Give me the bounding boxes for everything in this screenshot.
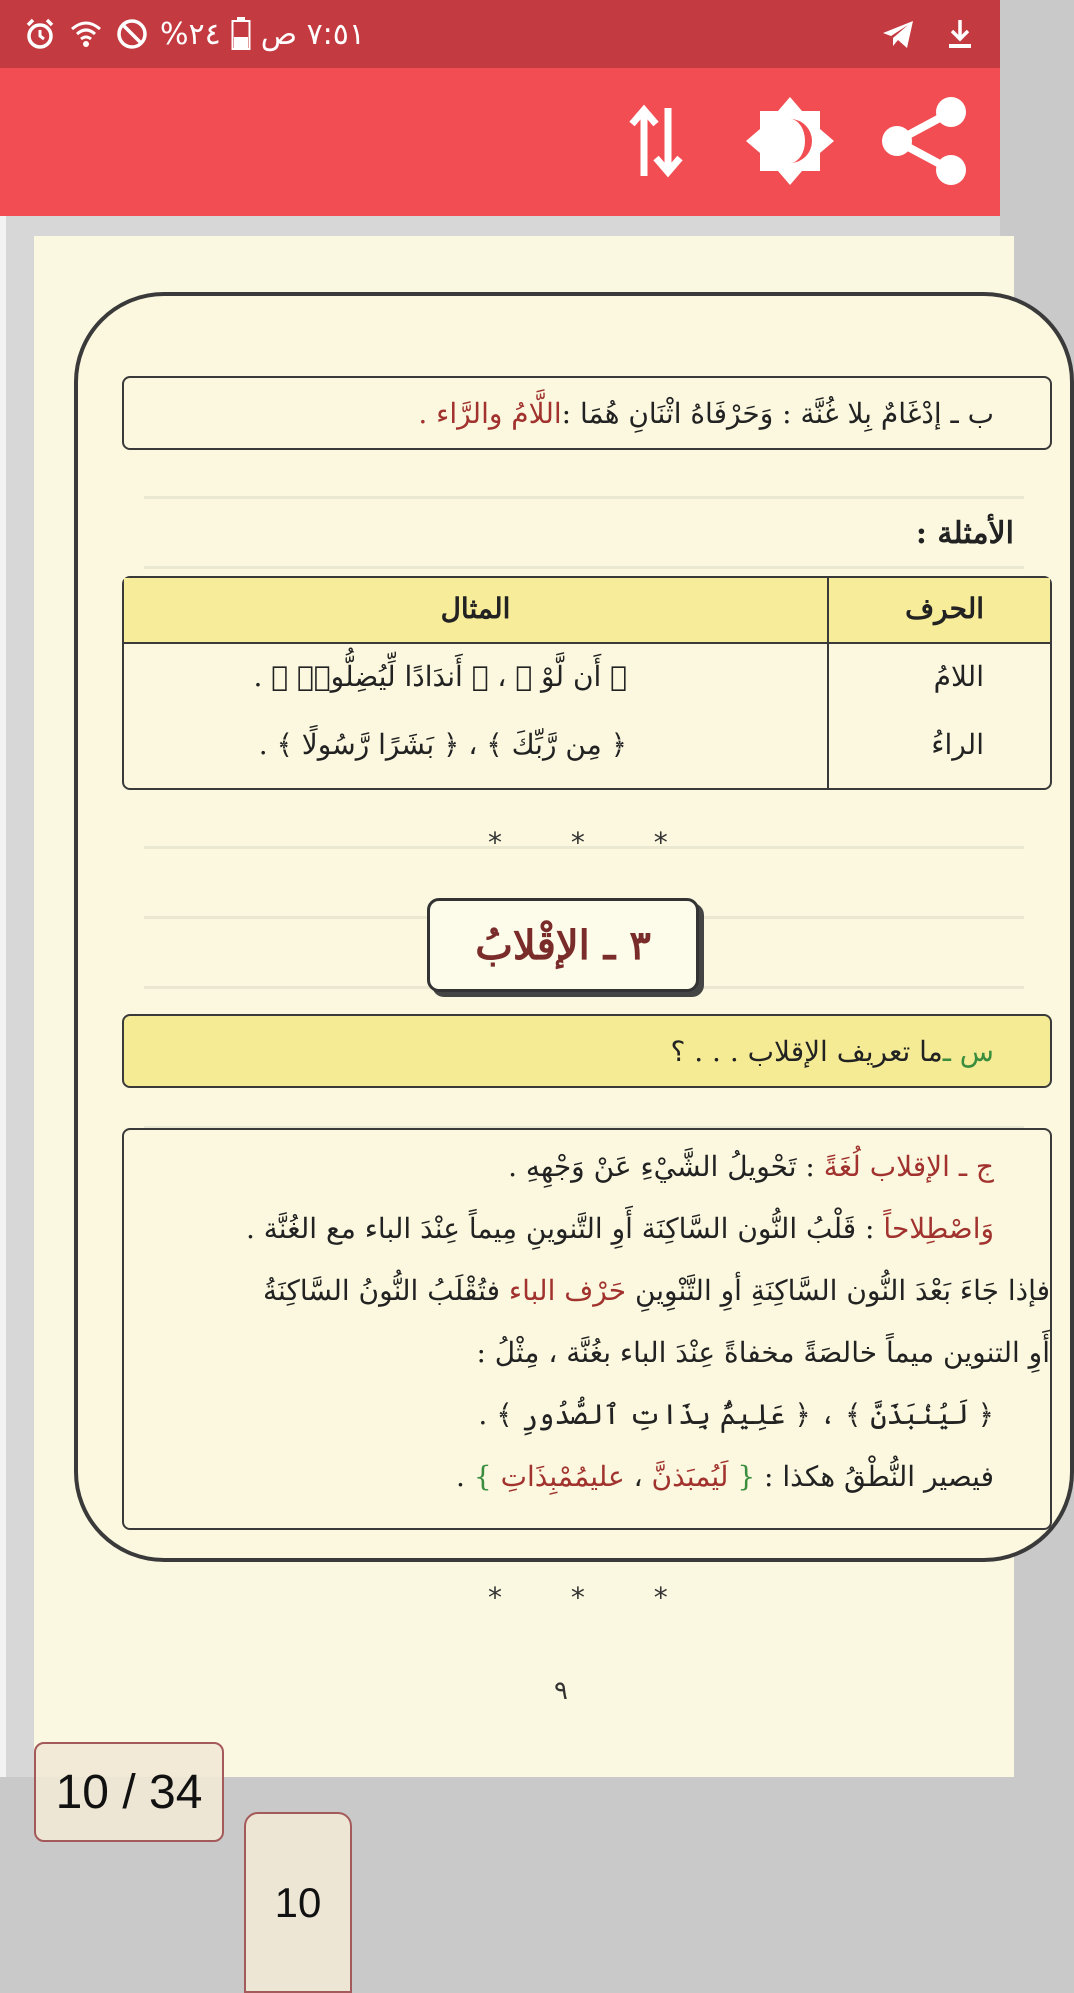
table-row-example: ﴿ أَن لَّوْ ﴾ ، ﴿ أَندَادًا لِّيُضِلُّوا۟ ﴾ .	[253, 660, 627, 693]
question-bar	[122, 1014, 1052, 1088]
answer-text: فإذا جَاءَ بَعْدَ النُّون السَّاكِنَةِ أوِ التَّنْوِينِ	[626, 1274, 1050, 1307]
answer-line	[246, 1212, 994, 1245]
table-row-example: ﴿ مِن رَّبِّكَ ﴾ ، ﴿ بَشَرًا رَّسُولًا ﴾ .	[258, 728, 627, 761]
answer-term: عليمُمْبِذَاتِ	[500, 1460, 625, 1493]
status-notifications	[880, 12, 978, 56]
share-icon	[877, 94, 971, 188]
answer-text: .	[456, 1460, 465, 1493]
question-text: ما تعريف الإقلاب . . . ؟	[670, 1034, 943, 1068]
answer-term: حَرْف الباء	[508, 1274, 627, 1307]
answer-brace: }	[473, 1460, 492, 1493]
question-prefix: س ـ	[942, 1034, 994, 1068]
answer-line	[508, 1150, 994, 1183]
answer-line: ﴿ لَيُنۢبَذَنَّ ﴾ ، ﴿ عَلِيمٌۢ بِذَاتِ ٱلصُّدُورِ ﴾ .	[478, 1398, 994, 1431]
wifi-icon	[68, 16, 104, 52]
header-letter: الحرف	[905, 592, 984, 625]
telegram-icon	[880, 16, 916, 52]
page-indicator: 10 / 34	[34, 1742, 224, 1842]
do-not-disturb-icon	[114, 16, 150, 52]
document-viewer[interactable]	[0, 216, 1050, 1926]
document-page	[34, 236, 1050, 1777]
answer-term: وَاصْطِلاحاً	[883, 1212, 994, 1245]
clock: ٧:٥١ ص	[260, 16, 366, 52]
brightness-icon	[744, 95, 836, 187]
answer-line	[456, 1460, 994, 1493]
status-info	[22, 12, 365, 56]
answer-box	[122, 1128, 1052, 1530]
examples-heading: الأمثلة :	[915, 516, 1014, 551]
section-title: ٣ ـ الإقْلابُ	[427, 898, 699, 992]
answer-text: فيصير النُّطْقُ هكذا :	[755, 1460, 994, 1493]
page-scroll-handle[interactable]: 10	[244, 1812, 352, 1993]
table-row-letter: الراءُ	[931, 728, 984, 761]
separator-stars: * * *	[488, 1581, 698, 1614]
idgham-letters: اللَّامُ والرَّاء .	[418, 396, 562, 430]
answer-term: لَيُمبَذنَّ	[651, 1460, 729, 1493]
app-bar-actions	[608, 86, 972, 196]
idgham-rule-text: ب ـ إدْغَامٌ بِلا غُنَّة : وَحَرْفَاهُ اثْنَانِ هُمَا :	[561, 396, 994, 430]
brightness-button[interactable]	[742, 93, 838, 189]
battery-icon	[231, 17, 251, 51]
app-bar	[0, 68, 1000, 216]
table-row-letter: اللامُ	[933, 660, 984, 693]
battery-percent: %٢٤	[160, 16, 221, 52]
examples-table	[122, 576, 1052, 790]
sort-icon	[624, 102, 688, 180]
answer-text: فتُقْلَبُ النُّونُ السَّاكِنَةُ	[263, 1274, 500, 1307]
answer-line	[263, 1274, 1050, 1307]
viewer-edge	[0, 216, 6, 1777]
answer-text: ،	[624, 1460, 643, 1493]
sort-button[interactable]	[608, 93, 704, 189]
answer-line: أَوِ التنوين ميماً خالصَةً مخفاةً عِنْدَ الباء بغُنَّة ، مِثْلُ :	[476, 1336, 1050, 1369]
separator-stars: * * *	[488, 826, 698, 859]
header-example: المثال	[440, 592, 511, 625]
answer-brace: {	[737, 1460, 756, 1493]
alarm-icon	[22, 16, 58, 52]
answer-text: : قَلْبُ النُّون السَّاكِنَة أَوِ التَّنوينِ مِيماً عِنْدَ الباء مع الغُنَّة .	[245, 1212, 875, 1245]
idgham-rule-box	[122, 376, 1052, 450]
download-icon	[942, 16, 978, 52]
page-number: ٩	[554, 1676, 568, 1706]
answer-term: ج ـ الإقلاب لُغَةً	[823, 1150, 994, 1183]
answer-text: : تَحْويلُ الشَّيْءِ عَنْ وَجْهِهِ .	[508, 1150, 815, 1183]
status-bar	[0, 0, 1000, 68]
share-button[interactable]	[876, 93, 972, 189]
